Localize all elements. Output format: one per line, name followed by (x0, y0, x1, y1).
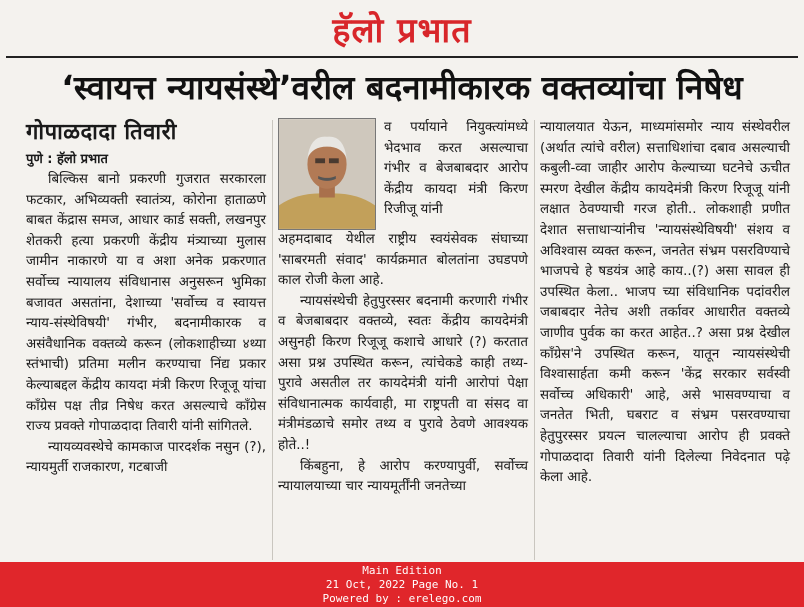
article-paragraph: बिल्किस बानो प्रकरणी गुजरात सरकारला फटकार, अभिव्यक्ती स्वातंत्र्य, कोरोना हाताळणे बाबत केंद्रास समज, आधार कार्ड सक्ती, लखनपुर शेतकरी हत्या प्रकरणी केंद्रीय मंत्र्याच्या मुलास जामीन नाकारणे या व अशा अनेक प्रकरणात सर्वोच्च न्यायालय संविधानास अनुसरून भुमिका बजावत असतांना, देशाच्या 'सर्वोच्च व स्वायत्त न्याय-संस्थेविषयी' गंभीर, बदनामीकारक व असंवैधानिक वक्तव्ये करून (लोकशाहीच्या ४थ्या स्तंभाची) प्रतिमा मलीन करण्याचा निंद्य प्रकार केल्याबद्दल केंद्रीय कायदा मंत्री किरण रिजूजू यांचा कॉंग्रेस पक्ष तीव्र निषेध करत असल्याचे कॉंग्रेस राज्य प्रवक्ते गोपाळदादा तिवारी यांनी सांगितले. (26, 172, 266, 435)
article-paragraph: किंबहुना, हे आरोप करण्यापुर्वी, सर्वोच्च न्यायालयाच्या चार न्यायमूर्तींनी जनतेच्या (278, 458, 528, 495)
edition-footer (0, 562, 804, 607)
newspaper-name: हॅलो प्रभात (332, 11, 472, 51)
edition-date-page: 21 Oct, 2022 Page No. 1 (325, 578, 479, 591)
header-divider (6, 56, 798, 58)
author-photo (278, 118, 376, 230)
masthead (0, 0, 804, 56)
article-column-2 (278, 118, 528, 498)
article-paragraph: न्यायालयात येऊन, माध्यमांसमोर न्याय संस्थेवरील (अर्थात त्यांचे वरील) सत्ताधिशांचा दबाव असल्याची कबुली-व्वा जाहीर आरोप केल्याच्या घटनेचे ऊचीत स्मरण देखील केंद्रीय कायदेमंत्री किरण रिजूजू यांनी लक्षात ठेवण्याची गरज होती.. लोकशाही प्रणीत देशात सत्ताधाऱ्यांनीच 'न्यायसंस्थेविषयी' संशय व अविश्वास व्यक्त करून, जनतेत संभ्रम पसरविण्याचे भाजपचे हे षडयंत्र आहे काय..(?) असा सावल ही उपस्थित केला.. भाजप च्या संविधानिक पदांवरील जबाबदार नेतेच अशी तर्कावर आधारीत वक्तव्ये जाणीव पुर्वक का करत आहेत..? असा प्रश्न देखील कॉंग्रेस'ने उपस्थित करून, यातून न्यायसंस्थेची विश्वासार्हता कमी करून 'केंद्र सरकार सर्वस्वी सर्वोच्च अधिकारी' आहे, असे भासवण्याचा व जनतेत भिती, घबराट व संभ्रम पसरवण्याचा हेतुपुरस्सर प्रयत्न चालल्याचा आरोप ही प्रवक्ते गोपाळदादा तिवारी यांनी दिलेल्या निवेदनात पढ़े केला आहे. (540, 120, 790, 486)
article-paragraph: अहमदाबाद येथील राष्ट्रीय स्वयंसेवक संघाच्या 'साबरमती संवाद' कार्यक्रमात बोलतांना उघडपणे काल रोजी केला आहे. (278, 232, 528, 289)
article-headline: ‘स्वायत्त न्यायसंस्थे’वरील बदनामीकारक वक्तव्यांचा निषेध (61, 68, 743, 107)
article-column-1 (26, 118, 266, 479)
article-author: गोपाळदादा तिवारी (26, 120, 177, 145)
article-paragraph: न्यायसंस्थेची हेतुपुरस्सर बदनामी करणारी गंभीर व बेजबाबदार वक्तव्ये, स्वतः केंद्रीय कायदेमंत्री असुनही किरण रिजूजू कशाचे आधारे (?) करतात असा प्रश्न उपस्थित करून, त्यांचेकडे काही तथ्य-पुरावे असतील तर कायदेमंत्री यांनी आरोपां पेक्षा संविधानात्मक कार्यवाही, मा राष्ट्रपती वा संसद वा मंत्रीमंडळाचे समोर तथ्य व पुरावे ठेवणे आवश्यक होते..! (278, 293, 528, 453)
powered-by-link[interactable]: Powered by : erelego.com (322, 592, 482, 605)
photo-block (278, 118, 528, 230)
photo-side-text: व पर्यायाने नियुक्त्यांमध्ये भेदभाव करत असल्याचा गंभीर व बेजबाबदार आरोप केंद्रीय कायदा मंत्री किरण रिजीजू यांनी (384, 120, 528, 218)
edition-label: Main Edition (362, 564, 442, 577)
column-divider (272, 120, 273, 560)
column-divider (534, 120, 535, 560)
article-dateline: पुणे : हॅलो प्रभात (26, 152, 108, 167)
article-column-3 (540, 118, 790, 489)
article-paragraph: न्यायव्यवस्थेचे कामकाज पारदर्शक नसुन (?), न्यायमुर्ती राजकारण, गटबाजी (26, 439, 266, 476)
